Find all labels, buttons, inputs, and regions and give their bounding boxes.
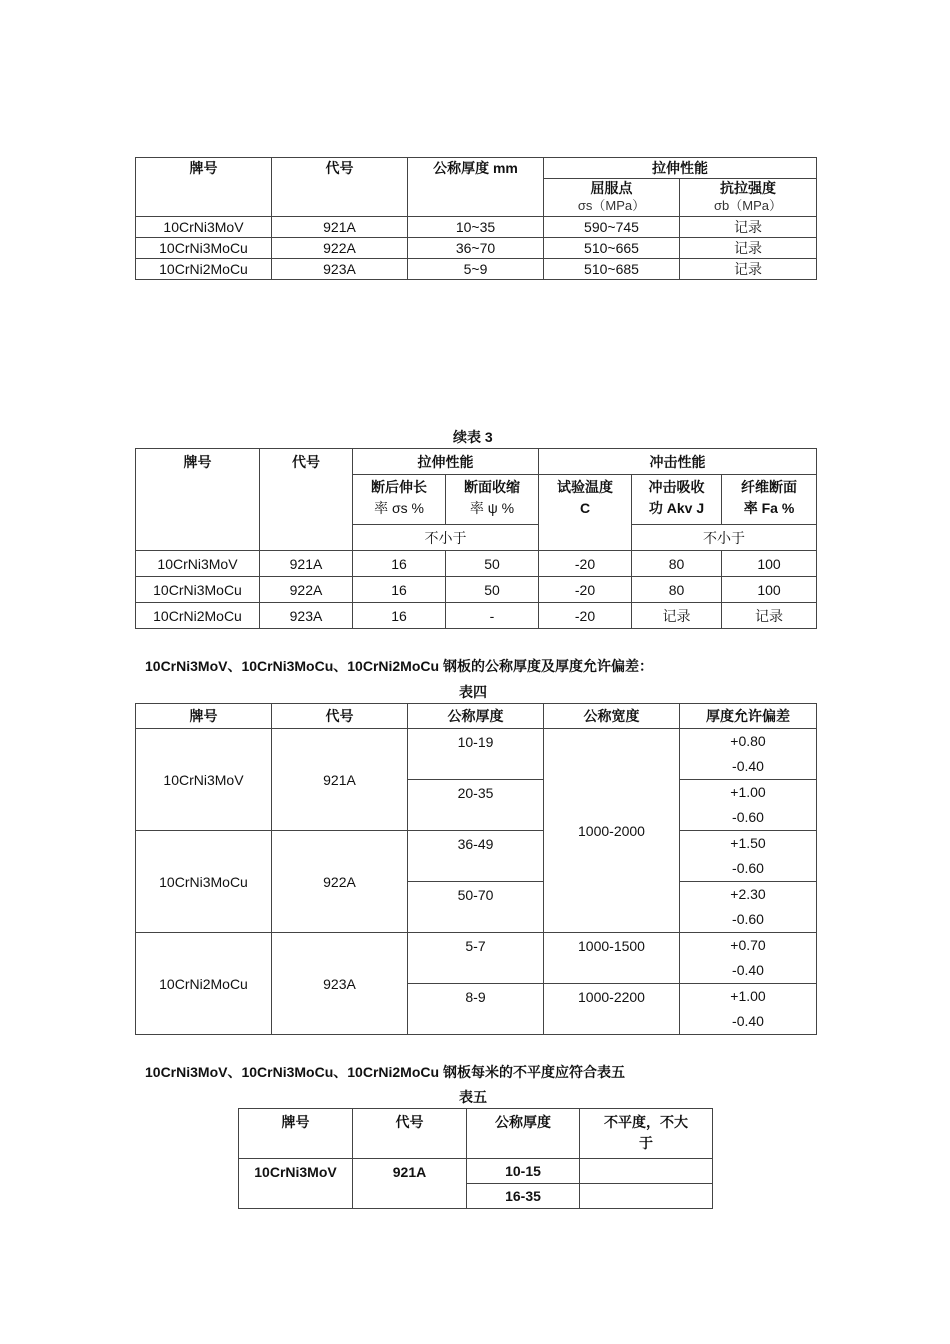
header-reduction bbox=[446, 475, 539, 525]
thickness-cell: 10-15 bbox=[467, 1159, 580, 1184]
table4-intro: 10CrNi3MoV、10CrNi3MoCu、10CrNi2MoCu 钢板每米的不平度应符合表五 bbox=[145, 1064, 625, 1080]
header-tensile: 拉伸性能 bbox=[544, 158, 817, 179]
tensile-table bbox=[135, 157, 817, 280]
header-width: 公称宽度 bbox=[544, 704, 680, 729]
header-code: 代号 bbox=[272, 704, 408, 729]
tolerance-plus: +0.70 bbox=[730, 937, 766, 953]
tolerance-minus: -0.60 bbox=[732, 860, 764, 876]
thickness-cell: 5-7 bbox=[408, 933, 544, 984]
absorb-line2: 功 Akv J bbox=[648, 500, 705, 516]
table4-caption: 表五 bbox=[459, 1089, 487, 1105]
tolerance-minus: -0.60 bbox=[732, 809, 764, 825]
table-row bbox=[136, 217, 817, 238]
brand-cell: 10CrNi3MoV bbox=[239, 1159, 353, 1209]
tolerance-plus: +1.00 bbox=[730, 784, 766, 800]
header-strength bbox=[680, 179, 817, 217]
table3-intro: 10CrNi3MoV、10CrNi3MoCu、10CrNi2MoCu 钢板的公称厚度及厚度允许偏差： bbox=[145, 658, 653, 674]
cell: 10CrNi2MoCu bbox=[136, 603, 260, 629]
cell: 16 bbox=[353, 551, 446, 577]
tolerance-minus: -0.40 bbox=[732, 962, 764, 978]
header-test-temp bbox=[539, 475, 632, 551]
cell: 510~685 bbox=[544, 259, 680, 280]
thickness-tolerance-table bbox=[135, 703, 817, 1035]
yield-unit: σs（MPa） bbox=[577, 198, 646, 213]
cell: -20 bbox=[539, 603, 632, 629]
cell: 80 bbox=[632, 577, 722, 603]
tolerance-cell bbox=[680, 729, 817, 780]
thickness-cell: 16-35 bbox=[467, 1184, 580, 1209]
cell: 590~745 bbox=[544, 217, 680, 238]
header-thickness: 公称厚度 bbox=[408, 704, 544, 729]
fiber-line1: 纤维断面 bbox=[741, 479, 797, 495]
brand-cell: 10CrNi2MoCu bbox=[136, 933, 272, 1035]
table-row bbox=[136, 933, 817, 984]
header-brand: 牌号 bbox=[136, 158, 272, 217]
code-cell: 922A bbox=[272, 831, 408, 933]
cell: 10CrNi3MoCu bbox=[136, 577, 260, 603]
width-cell: 1000-1500 bbox=[544, 933, 680, 984]
cell: 50 bbox=[446, 551, 539, 577]
code-cell: 921A bbox=[272, 729, 408, 831]
cell: 921A bbox=[272, 217, 408, 238]
header-flatness bbox=[580, 1109, 713, 1159]
cell: - bbox=[446, 603, 539, 629]
flatness-line1: 不平度，不大 bbox=[604, 1114, 688, 1130]
tolerance-minus: -0.40 bbox=[732, 758, 764, 774]
tolerance-cell bbox=[680, 933, 817, 984]
thickness-cell: 50-70 bbox=[408, 882, 544, 933]
tolerance-cell bbox=[680, 780, 817, 831]
tolerance-plus: +1.50 bbox=[730, 835, 766, 851]
header-fiber bbox=[722, 475, 817, 525]
cell: 923A bbox=[272, 259, 408, 280]
reduction-line1: 断面收缩 bbox=[464, 479, 520, 495]
strength-label: 抗拉强度 bbox=[720, 180, 776, 196]
cell: 记录 bbox=[680, 217, 817, 238]
table-row bbox=[136, 831, 817, 882]
cell: -20 bbox=[539, 577, 632, 603]
header-code: 代号 bbox=[353, 1109, 467, 1159]
cell: 16 bbox=[353, 577, 446, 603]
cell: 10CrNi2MoCu bbox=[136, 259, 272, 280]
header-code: 代号 bbox=[272, 158, 408, 217]
thickness-cell: 20-35 bbox=[408, 780, 544, 831]
tolerance-cell bbox=[680, 882, 817, 933]
thickness-cell: 36-49 bbox=[408, 831, 544, 882]
cell: 10CrNi3MoV bbox=[136, 217, 272, 238]
test-temp-line1: 试验温度 bbox=[557, 479, 613, 495]
tolerance-minus: -0.40 bbox=[732, 1013, 764, 1029]
header-thickness: 公称厚度 bbox=[467, 1109, 580, 1159]
tolerance-minus: -0.60 bbox=[732, 911, 764, 927]
header-thickness: 公称厚度 mm bbox=[408, 158, 544, 217]
elongation-line1: 断后伸长 bbox=[371, 479, 427, 495]
reduction-line2: 率 ψ % bbox=[469, 500, 515, 516]
table2-caption: 续表 3 bbox=[453, 429, 493, 445]
table-row bbox=[136, 238, 817, 259]
cell: 记录 bbox=[680, 259, 817, 280]
cell: 16 bbox=[353, 603, 446, 629]
header-tensile: 拉伸性能 bbox=[353, 449, 539, 475]
header-impact: 冲击性能 bbox=[539, 449, 817, 475]
tolerance-plus: +2.30 bbox=[730, 886, 766, 902]
cell: 922A bbox=[260, 577, 353, 603]
tolerance-cell bbox=[680, 984, 817, 1035]
elongation-line2: 率 σs % bbox=[374, 500, 424, 516]
cell: 923A bbox=[260, 603, 353, 629]
cell: -20 bbox=[539, 551, 632, 577]
header-yield bbox=[544, 179, 680, 217]
table-row bbox=[136, 577, 817, 603]
brand-cell: 10CrNi3MoV bbox=[136, 729, 272, 831]
header-brand: 牌号 bbox=[239, 1109, 353, 1159]
header-tolerance: 厚度允许偏差 bbox=[680, 704, 817, 729]
flatness-cell bbox=[580, 1184, 713, 1209]
code-cell: 921A bbox=[353, 1159, 467, 1209]
code-cell: 923A bbox=[272, 933, 408, 1035]
absorb-line1: 冲击吸收 bbox=[648, 479, 705, 495]
header-brand: 牌号 bbox=[136, 449, 260, 551]
header-brand: 牌号 bbox=[136, 704, 272, 729]
table-row bbox=[239, 1159, 713, 1184]
tolerance-plus: +0.80 bbox=[730, 733, 766, 749]
cell: 921A bbox=[260, 551, 353, 577]
cell: 36~70 bbox=[408, 238, 544, 259]
cell: 100 bbox=[722, 551, 817, 577]
brand-cell: 10CrNi3MoCu bbox=[136, 831, 272, 933]
cell: 100 bbox=[722, 577, 817, 603]
cell: 5~9 bbox=[408, 259, 544, 280]
yield-label: 屈服点 bbox=[590, 180, 633, 196]
cell: 10CrNi3MoCu bbox=[136, 238, 272, 259]
header-absorb bbox=[632, 475, 722, 525]
flatness-table bbox=[238, 1108, 713, 1209]
min-label-tensile: 不小于 bbox=[353, 525, 539, 551]
fiber-line2: 率 Fa % bbox=[743, 500, 795, 516]
strength-unit: σb（MPa） bbox=[714, 198, 782, 213]
thickness-cell: 10-19 bbox=[408, 729, 544, 780]
table-row bbox=[136, 729, 817, 780]
cell: 记录 bbox=[722, 603, 817, 629]
table3-caption: 表四 bbox=[459, 684, 487, 700]
min-label-impact: 不小于 bbox=[632, 525, 817, 551]
cell: 记录 bbox=[632, 603, 722, 629]
cell: 50 bbox=[446, 577, 539, 603]
cell: 10CrNi3MoV bbox=[136, 551, 260, 577]
width-cell: 1000-2000 bbox=[544, 729, 680, 933]
cell: 记录 bbox=[680, 238, 817, 259]
table-row bbox=[136, 551, 817, 577]
test-temp-line2: C bbox=[579, 500, 591, 516]
cell: 80 bbox=[632, 551, 722, 577]
header-code: 代号 bbox=[260, 449, 353, 551]
cell: 10~35 bbox=[408, 217, 544, 238]
tolerance-plus: +1.00 bbox=[730, 988, 766, 1004]
flatness-cell bbox=[580, 1159, 713, 1184]
table-row bbox=[136, 259, 817, 280]
cell: 510~665 bbox=[544, 238, 680, 259]
header-elongation bbox=[353, 475, 446, 525]
tolerance-cell bbox=[680, 831, 817, 882]
width-cell: 1000-2200 bbox=[544, 984, 680, 1035]
cell: 922A bbox=[272, 238, 408, 259]
impact-table bbox=[135, 448, 817, 629]
thickness-cell: 8-9 bbox=[408, 984, 544, 1035]
flatness-line2: 于 bbox=[639, 1135, 653, 1151]
table-row bbox=[136, 603, 817, 629]
